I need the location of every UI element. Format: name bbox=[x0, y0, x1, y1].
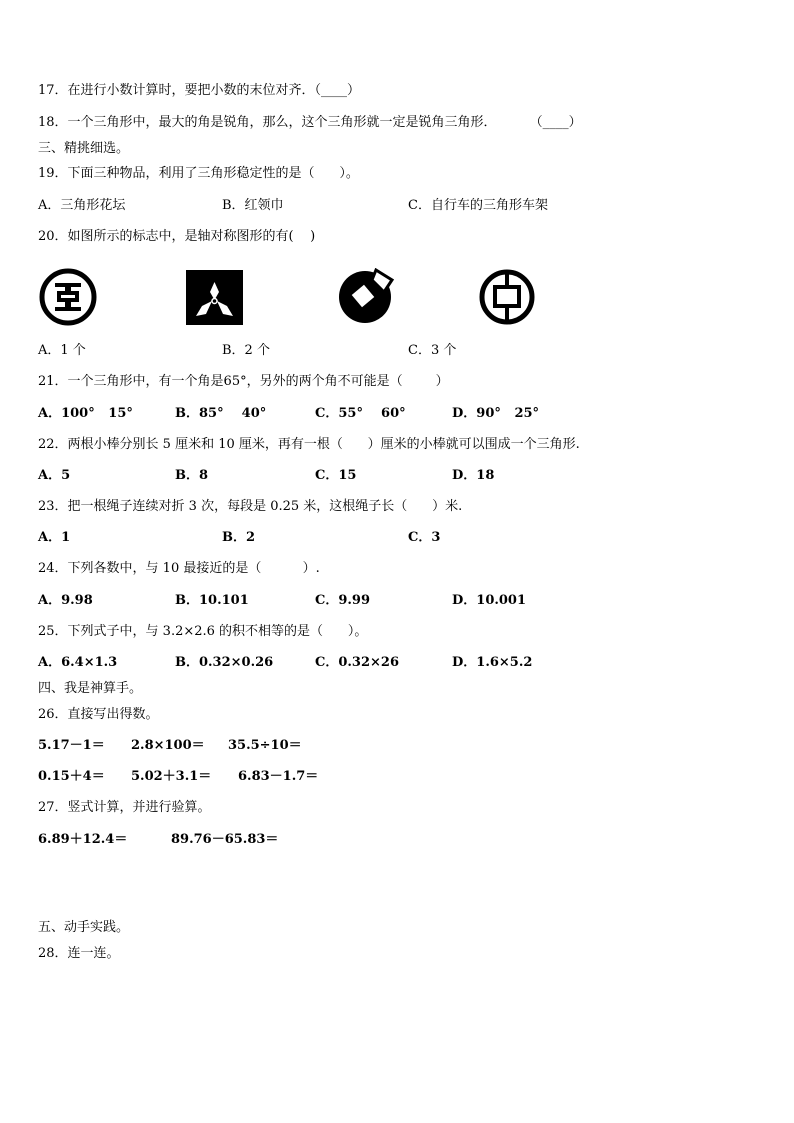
q25-option-d: D．1.6×5.2 bbox=[452, 655, 533, 670]
section-4-title: 四、我是神算手。 bbox=[38, 681, 143, 696]
q21-option-d: D．90° 25° bbox=[452, 406, 540, 421]
question-21: 21．一个三角形中，有一个角是65°，另外的两个角不可能是（ ） bbox=[38, 374, 449, 389]
question-28: 28．连一连。 bbox=[38, 946, 120, 961]
question-27: 27．竖式计算，并进行验算。 bbox=[38, 800, 211, 815]
question-25: 25．下列式子中，与 3.2×2.6 的积不相等的是（ ）。 bbox=[38, 624, 368, 639]
q22-option-c: C．15 bbox=[315, 468, 357, 483]
circle-square-logo-icon bbox=[336, 268, 396, 325]
q25-option-b: B．0.32×0.26 bbox=[175, 655, 274, 670]
q26-calc: 35.5÷10＝ bbox=[228, 738, 302, 753]
question-20: 20．如图所示的标志中，是轴对称图形的有( ) bbox=[38, 229, 316, 244]
q25-option-a: A．6.4×1.3 bbox=[38, 655, 118, 670]
q20-option-a: A．1 个 bbox=[38, 343, 86, 358]
q26-calc: 2.8×100＝ bbox=[131, 738, 205, 753]
q26-calc: 5.17－1＝ bbox=[38, 738, 105, 753]
q22-option-d: D．18 bbox=[452, 468, 495, 483]
question-19: 19．下面三种物品，利用了三角形稳定性的是（ ）。 bbox=[38, 166, 359, 181]
question-26: 26．直接写出得数。 bbox=[38, 707, 159, 722]
question-18: 18．一个三角形中，最大的角是锐角，那么，这个三角形就一定是锐角三角形． （____） bbox=[38, 115, 582, 130]
question-22: 22．两根小棒分别长 5 厘米和 10 厘米，再有一根（ ）厘米的小棒就可以围成一个三角形. bbox=[38, 437, 580, 452]
section-5-title: 五、动手实践。 bbox=[38, 920, 130, 935]
q19-option-a: A．三角形花坛 bbox=[38, 198, 126, 213]
q21-option-a: A．100° 15° bbox=[38, 406, 133, 421]
icbc-logo-icon bbox=[38, 267, 98, 327]
q25-option-c: C．0.32×26 bbox=[315, 655, 399, 670]
q26-calc: 6.83－1.7＝ bbox=[238, 769, 319, 784]
q19-option-c: C．自行车的三角形车架 bbox=[408, 198, 548, 213]
q21-option-c: C．55° 60° bbox=[315, 406, 406, 421]
q26-calc: 5.02＋3.1＝ bbox=[131, 769, 212, 784]
q27-calc: 6.89＋12.4＝ bbox=[38, 832, 128, 847]
q24-option-c: C．9.99 bbox=[315, 593, 371, 608]
q22-option-a: A．5 bbox=[38, 468, 71, 483]
q24-option-d: D．10.001 bbox=[452, 593, 527, 608]
q19-option-b: B．红领巾 bbox=[222, 198, 284, 213]
question-23: 23．把一根绳子连续对折 3 次，每段是 0.25 米，这根绳子长（ ）米. bbox=[38, 499, 463, 514]
question-24: 24．下列各数中，与 10 最接近的是（ ）. bbox=[38, 561, 320, 576]
q27-calc: 89.76－65.83＝ bbox=[171, 832, 279, 847]
q23-option-a: A．1 bbox=[38, 530, 71, 545]
question-17: 17．在进行小数计算时，要把小数的末位对齐．（____） bbox=[38, 83, 361, 98]
q24-option-b: B．10.101 bbox=[175, 593, 249, 608]
q23-option-c: C．3 bbox=[408, 530, 441, 545]
q21-option-b: B．85° 40° bbox=[175, 406, 267, 421]
q22-option-b: B．8 bbox=[175, 468, 209, 483]
q23-option-b: B．2 bbox=[222, 530, 256, 545]
q20-option-b: B．2 个 bbox=[222, 343, 270, 358]
bank-of-china-logo-icon bbox=[478, 268, 536, 326]
q20-option-c: C．3 个 bbox=[408, 343, 457, 358]
q26-calc: 0.15＋4＝ bbox=[38, 769, 105, 784]
square-emblem-icon bbox=[186, 270, 243, 325]
q24-option-a: A．9.98 bbox=[38, 593, 93, 608]
section-3-title: 三、精挑细选。 bbox=[38, 141, 130, 156]
